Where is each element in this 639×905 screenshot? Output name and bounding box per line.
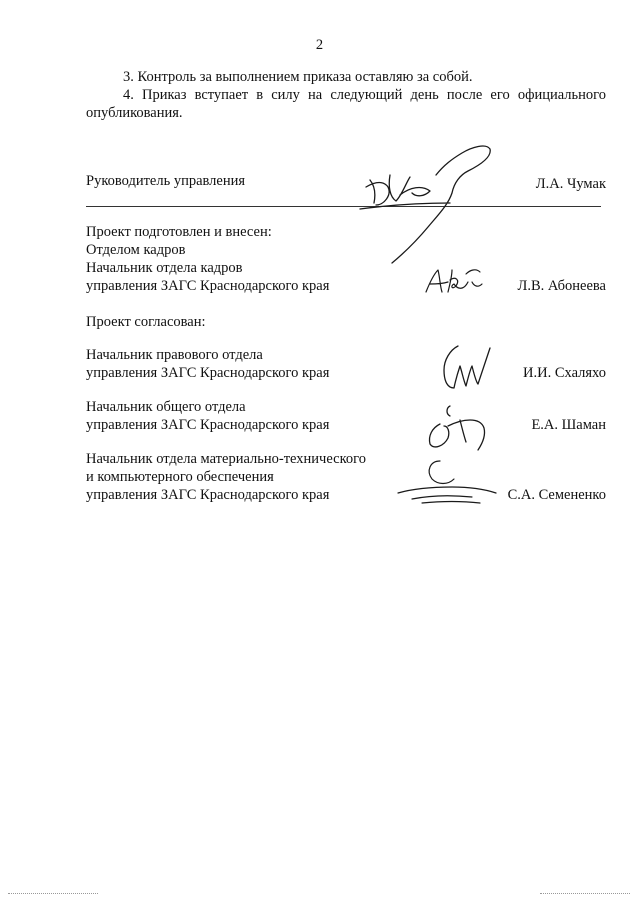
signer-1-signature bbox=[436, 336, 496, 396]
signer-2-name: Е.А. Шаман bbox=[531, 417, 606, 433]
prepared-signature bbox=[420, 262, 500, 302]
head-signature bbox=[340, 135, 510, 275]
signer-3-position-line1: Начальник отдела материально-технического bbox=[86, 451, 366, 467]
signer-3-position-line1b: и компьютерного обеспечения bbox=[86, 469, 274, 485]
signer-1-position-line1: Начальник правового отдела bbox=[86, 347, 263, 363]
agreed-heading: Проект согласован: bbox=[86, 314, 206, 330]
prepared-position-line2: управления ЗАГС Краснодарского края bbox=[86, 278, 330, 294]
paragraph-4-line-2: опубликования. bbox=[86, 105, 183, 121]
paragraph-4-line-1: 4. Приказ вступает в силу на следующий день после его официального bbox=[123, 87, 606, 103]
signer-3-position-line2: управления ЗАГС Краснодарского края bbox=[86, 487, 330, 503]
signer-3-name: С.А. Семененко bbox=[507, 487, 606, 503]
signer-3-signature bbox=[392, 455, 502, 510]
footer-mark-right bbox=[540, 893, 630, 894]
signer-1-position-line2: управления ЗАГС Краснодарского края bbox=[86, 365, 330, 381]
prepared-position-line1: Начальник отдела кадров bbox=[86, 260, 243, 276]
page-number: 2 bbox=[315, 37, 324, 53]
signer-1-name: И.И. Схаляхо bbox=[523, 365, 606, 381]
head-title: Руководитель управления bbox=[86, 173, 246, 189]
signer-2-position-line2: управления ЗАГС Краснодарского края bbox=[86, 417, 330, 433]
prepared-name: Л.В. Абонеева bbox=[517, 278, 606, 294]
prepared-heading: Проект подготовлен и внесен: bbox=[86, 224, 272, 240]
head-name: Л.А. Чумак bbox=[535, 176, 606, 192]
signer-2-position-line1: Начальник общего отдела bbox=[86, 399, 246, 415]
prepared-dept: Отделом кадров bbox=[86, 242, 186, 258]
signer-2-signature bbox=[420, 398, 500, 458]
footer-mark-left bbox=[8, 893, 98, 894]
paragraph-3: 3. Контроль за выполнением приказа оставляю за собой. bbox=[123, 69, 473, 85]
